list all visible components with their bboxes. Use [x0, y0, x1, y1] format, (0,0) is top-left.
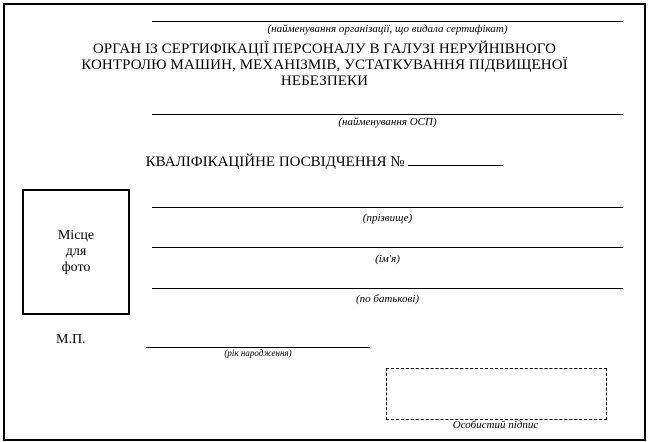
organization-name-caption: (найменування організації, що видала сертифікат) — [267, 23, 508, 35]
certificate-number-field[interactable] — [408, 151, 503, 166]
signature-box[interactable] — [386, 368, 607, 420]
patronymic-caption: (по батькові) — [355, 293, 420, 305]
title-line-2: КОНТРОЛЮ МАШИН, МЕХАНІЗМІВ, УСТАТКУВАННЯ ПІДВИЩЕНОЇ — [81, 57, 568, 73]
organization-name-line[interactable] — [152, 21, 623, 22]
photo-label-line-2: для — [65, 244, 87, 259]
title-line-1: ОРГАН ІЗ СЕРТИФІКАЦІЇ ПЕРСОНАЛУ В ГАЛУЗІ НЕРУЙНІВНОГО — [92, 41, 557, 57]
photo-label-line-3: фото — [61, 260, 91, 275]
photo-label-line-1: Місце — [57, 228, 95, 243]
patronymic-line[interactable] — [152, 288, 623, 289]
signature-caption: Особистий підпис — [452, 419, 539, 431]
surname-line[interactable] — [152, 207, 623, 208]
osp-name-line[interactable] — [152, 114, 623, 115]
osp-name-caption: (найменування ОСП) — [338, 116, 437, 128]
name-line[interactable] — [152, 247, 623, 248]
surname-caption: (прізвище) — [362, 212, 413, 224]
issuing-body-title — [20, 41, 629, 89]
stamp-place-label: М.П. — [56, 332, 86, 347]
name-caption: (ім'я) — [375, 253, 400, 265]
certificate-title — [0, 151, 649, 171]
photo-placeholder — [22, 189, 130, 315]
certificate-title-text: КВАЛІФІКАЦІЙНЕ ПОСВІДЧЕННЯ № — [145, 154, 405, 170]
birth-year-caption: (рік народження) — [224, 348, 292, 358]
title-line-3: НЕБЕЗПЕКИ — [280, 73, 369, 89]
